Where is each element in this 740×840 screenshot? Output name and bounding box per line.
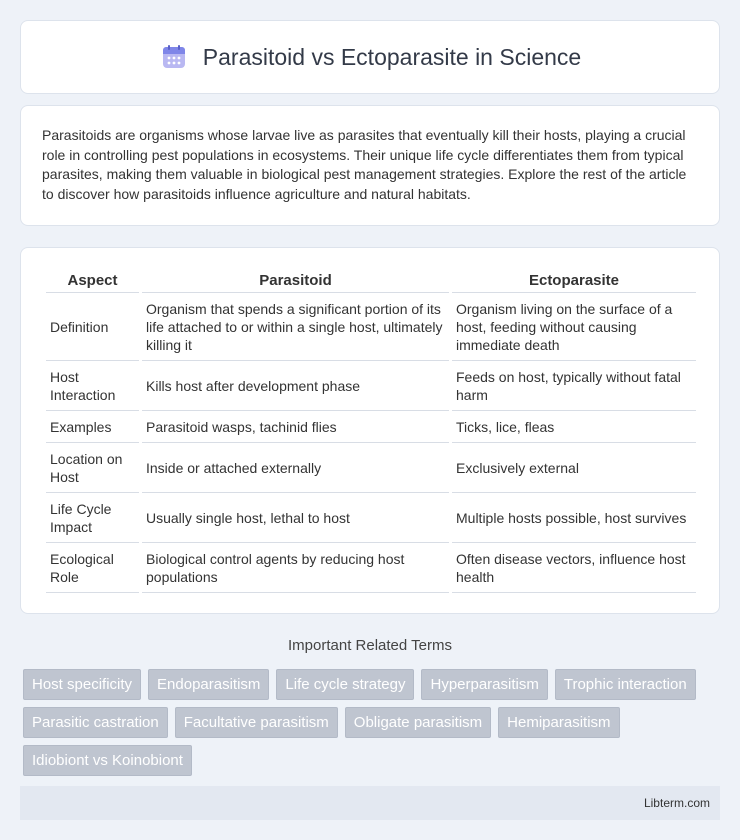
related-term-tag[interactable]: Life cycle strategy	[276, 669, 414, 700]
table-cell: Parasitoid wasps, tachinid flies	[142, 411, 449, 443]
related-term-tag[interactable]: Facultative parasitism	[175, 707, 338, 738]
table-cell: Life Cycle Impact	[46, 493, 139, 543]
table-cell: Feeds on host, typically without fatal harm	[452, 361, 696, 411]
page-title: Parasitoid vs Ectoparasite in Science	[202, 43, 582, 70]
table-cell: Ecological Role	[46, 543, 139, 593]
table-row	[46, 543, 696, 593]
column-header-parasitoid: Parasitoid	[142, 266, 449, 293]
table-cell: Organism living on the surface of a host, feeding without causing immediate death	[452, 293, 696, 361]
table-cell: Organism that spends a significant portion of its life attached to or within a single host, ultimately killing it	[142, 293, 449, 361]
related-terms-list	[20, 669, 720, 776]
table-cell: Inside or attached externally	[142, 443, 449, 493]
table-cell: Often disease vectors, influence host health	[452, 543, 696, 593]
table-row	[46, 361, 696, 411]
table-row	[46, 493, 696, 543]
table-cell: Location on Host	[46, 443, 139, 493]
table-cell: Kills host after development phase	[142, 361, 449, 411]
table-row	[46, 411, 696, 443]
comparison-table-card	[20, 247, 720, 614]
related-terms-title: Important Related Terms	[288, 637, 452, 654]
related-term-tag[interactable]: Hyperparasitism	[421, 669, 547, 700]
calendar-grid-icon	[159, 42, 189, 72]
table-header-row	[46, 266, 696, 293]
title-card	[20, 20, 720, 94]
intro-paragraph: Parasitoids are organisms whose larvae live as parasites that eventually kill their hosts, playing a crucial role in controlling pest populations in ecosystems. Their unique life cycle differentiates them from typical parasites, making them valuable in biological pest management strategies. Explore the rest of the article to discover how parasitoids influence agriculture and natural habitats.	[42, 127, 687, 202]
column-header-ectoparasite: Ectoparasite	[452, 266, 696, 293]
table-cell: Biological control agents by reducing host populations	[142, 543, 449, 593]
table-row	[46, 293, 696, 361]
related-term-tag[interactable]: Hemiparasitism	[498, 707, 619, 738]
table-cell: Multiple hosts possible, host survives	[452, 493, 696, 543]
intro-card	[20, 105, 720, 226]
related-term-tag[interactable]: Trophic interaction	[555, 669, 696, 700]
related-term-tag[interactable]: Host specificity	[23, 669, 141, 700]
related-term-tag[interactable]: Obligate parasitism	[345, 707, 491, 738]
table-cell: Host Interaction	[46, 361, 139, 411]
footer	[20, 786, 720, 820]
table-cell: Ticks, lice, fleas	[452, 411, 696, 443]
table-cell: Exclusively external	[452, 443, 696, 493]
table-row	[46, 443, 696, 493]
table-cell: Definition	[46, 293, 139, 361]
footer-site-link[interactable]: Libterm.com	[643, 796, 710, 810]
column-header-aspect: Aspect	[46, 266, 139, 293]
table-cell: Examples	[46, 411, 139, 443]
table-cell: Usually single host, lethal to host	[142, 493, 449, 543]
related-term-tag[interactable]: Parasitic castration	[23, 707, 168, 738]
comparison-table	[43, 266, 699, 593]
related-term-tag[interactable]: Endoparasitism	[148, 669, 269, 700]
related-term-tag[interactable]: Idiobiont vs Koinobiont	[23, 745, 192, 776]
